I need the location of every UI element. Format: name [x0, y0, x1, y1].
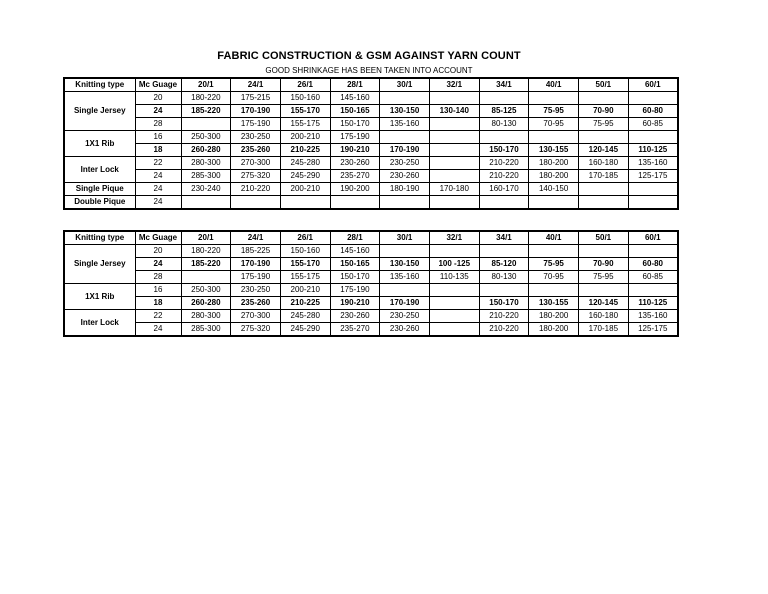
gsm-cell: 200-210: [280, 183, 330, 196]
gsm-cell: 200-210: [280, 284, 330, 297]
knitting-type-cell: Double Pique: [64, 196, 135, 210]
column-header: Knitting type: [64, 78, 135, 92]
gsm-cell: 150-165: [330, 105, 380, 118]
gsm-cell: [529, 131, 579, 144]
column-header: 50/1: [579, 231, 629, 245]
gsm-cell: 155-175: [280, 118, 330, 131]
table-row: [64, 323, 678, 337]
gsm-cell: 200-210: [280, 131, 330, 144]
gsm-cell: 180-200: [529, 157, 579, 170]
gauge-cell: 20: [135, 92, 181, 105]
gsm-cell: 210-220: [479, 323, 529, 337]
gsm-cell: [579, 131, 629, 144]
gsm-cell: [380, 131, 430, 144]
gsm-cell: 210-220: [479, 170, 529, 183]
gsm-cell: 70-95: [529, 271, 579, 284]
gauge-cell: 24: [135, 196, 181, 210]
gsm-cell: 175-190: [231, 118, 281, 131]
gsm-cell: 60-85: [628, 118, 678, 131]
gsm-cell: 150-170: [479, 297, 529, 310]
gsm-cell: 120-145: [579, 144, 629, 157]
gsm-cell: 230-260: [380, 170, 430, 183]
column-header: 30/1: [380, 231, 430, 245]
gsm-cell: 280-300: [181, 157, 231, 170]
column-header: 24/1: [231, 231, 281, 245]
gsm-cell: [181, 271, 231, 284]
gsm-cell: 230-240: [181, 183, 231, 196]
gsm-cell: 235-270: [330, 323, 380, 337]
gsm-cell: [628, 183, 678, 196]
column-header: 60/1: [628, 78, 678, 92]
gsm-cell: 180-220: [181, 92, 231, 105]
gauge-cell: 18: [135, 144, 181, 157]
table-row: [64, 170, 678, 183]
column-header: 28/1: [330, 231, 380, 245]
column-header: 40/1: [529, 231, 579, 245]
gauge-cell: 18: [135, 297, 181, 310]
gsm-cell: 85-125: [479, 105, 529, 118]
gsm-cell: [579, 284, 629, 297]
gsm-cell: 260-280: [181, 297, 231, 310]
table-row: [64, 271, 678, 284]
gsm-cell: 175-215: [231, 92, 281, 105]
gsm-cell: 155-170: [280, 105, 330, 118]
column-header: 28/1: [330, 78, 380, 92]
gsm-cell: 75-95: [579, 118, 629, 131]
gsm-cell: 180-220: [181, 245, 231, 258]
gsm-cell: 275-320: [231, 323, 281, 337]
gsm-cell: [330, 196, 380, 210]
gsm-cell: [181, 196, 231, 210]
knitting-type-cell: Single Pique: [64, 183, 135, 196]
gsm-cell: 185-225: [231, 245, 281, 258]
gsm-cell: 175-190: [330, 131, 380, 144]
gsm-cell: [429, 245, 479, 258]
gsm-cell: 250-300: [181, 284, 231, 297]
gsm-cell: [429, 196, 479, 210]
table-row: [64, 310, 678, 323]
gsm-cell: 235-260: [231, 297, 281, 310]
gsm-cell: [429, 144, 479, 157]
gsm-cell: 230-260: [330, 157, 380, 170]
table-row: [64, 245, 678, 258]
gsm-cell: 155-175: [280, 271, 330, 284]
gsm-cell: 125-175: [628, 170, 678, 183]
gsm-cell: 190-210: [330, 297, 380, 310]
gsm-cell: [380, 92, 430, 105]
gsm-cell: 230-260: [380, 323, 430, 337]
gsm-cell: 150-170: [479, 144, 529, 157]
knitting-type-cell: Single Jersey: [64, 92, 135, 131]
document-subtitle: GOOD SHRINKAGE HAS BEEN TAKEN INTO ACCOUNT: [265, 66, 473, 75]
column-header: Mc Guage: [135, 231, 181, 245]
gsm-cell: 270-300: [231, 157, 281, 170]
gsm-cell: [529, 245, 579, 258]
gsm-cell: 185-220: [181, 258, 231, 271]
gsm-cell: 80-130: [479, 118, 529, 131]
knitting-type-cell: Inter Lock: [64, 310, 135, 337]
gsm-cell: 230-260: [330, 310, 380, 323]
gsm-cell: [479, 284, 529, 297]
column-header: 30/1: [380, 78, 430, 92]
gsm-cell: [429, 323, 479, 337]
gsm-cell: 110-125: [628, 297, 678, 310]
gsm-cell: [628, 245, 678, 258]
column-header: 26/1: [280, 78, 330, 92]
gsm-cell: 180-200: [529, 170, 579, 183]
gauge-cell: 28: [135, 118, 181, 131]
gsm-cell: 150-160: [280, 245, 330, 258]
gsm-cell: 275-320: [231, 170, 281, 183]
gsm-cell: 260-280: [181, 144, 231, 157]
gsm-cell: [628, 284, 678, 297]
gsm-cell: 245-290: [280, 323, 330, 337]
gsm-cell: 245-280: [280, 310, 330, 323]
column-header: 32/1: [429, 231, 479, 245]
gsm-cell: 210-225: [280, 144, 330, 157]
table-row: [64, 105, 678, 118]
gsm-cell: 250-300: [181, 131, 231, 144]
knitting-type-cell: 1X1 Rib: [64, 284, 135, 310]
table-row: [64, 297, 678, 310]
gsm-cell: 70-90: [579, 105, 629, 118]
gsm-cell: 110-135: [429, 271, 479, 284]
gsm-cell: 170-185: [579, 170, 629, 183]
column-header: 40/1: [529, 78, 579, 92]
gsm-cell: 60-80: [628, 258, 678, 271]
gsm-cell: 160-180: [579, 310, 629, 323]
gsm-cell: 150-165: [330, 258, 380, 271]
gsm-cell: 235-260: [231, 144, 281, 157]
gsm-cell: 170-190: [231, 258, 281, 271]
gsm-cell: [479, 131, 529, 144]
gsm-cell: [280, 196, 330, 210]
gauge-cell: 24: [135, 258, 181, 271]
table-row: [64, 258, 678, 271]
gsm-cell: 75-95: [529, 258, 579, 271]
gauge-cell: 24: [135, 323, 181, 337]
column-header: 20/1: [181, 231, 231, 245]
gsm-cell: [429, 131, 479, 144]
gsm-cell: 100 -125: [429, 258, 479, 271]
gsm-cell: 150-160: [280, 92, 330, 105]
gsm-cell: 135-160: [380, 118, 430, 131]
gsm-cell: 150-170: [330, 271, 380, 284]
gsm-cell: 150-170: [330, 118, 380, 131]
column-header: 20/1: [181, 78, 231, 92]
gsm-cell: 230-250: [231, 131, 281, 144]
gsm-cell: [479, 92, 529, 105]
gsm-cell: 130-140: [429, 105, 479, 118]
gsm-cell: [479, 245, 529, 258]
gsm-cell: 140-150: [529, 183, 579, 196]
gsm-cell: [429, 284, 479, 297]
gsm-cell: [628, 196, 678, 210]
gsm-cell: 145-160: [330, 92, 380, 105]
gsm-cell: [579, 245, 629, 258]
gsm-cell: [529, 196, 579, 210]
gsm-table-1: [63, 77, 679, 210]
gsm-cell: 160-180: [579, 157, 629, 170]
gsm-cell: 80-130: [479, 271, 529, 284]
gauge-cell: 22: [135, 310, 181, 323]
gsm-cell: 280-300: [181, 310, 231, 323]
gsm-cell: 120-145: [579, 297, 629, 310]
gsm-cell: 70-90: [579, 258, 629, 271]
gauge-cell: 20: [135, 245, 181, 258]
document-title: FABRIC CONSTRUCTION & GSM AGAINST YARN COUNT: [217, 50, 521, 62]
gsm-cell: [231, 196, 281, 210]
gsm-cell: 230-250: [231, 284, 281, 297]
gsm-cell: 230-250: [380, 157, 430, 170]
table-row: [64, 284, 678, 297]
gsm-cell: 180-200: [529, 323, 579, 337]
gsm-cell: 190-200: [330, 183, 380, 196]
gsm-cell: 230-250: [380, 310, 430, 323]
gsm-cell: 170-190: [231, 105, 281, 118]
gsm-cell: [429, 297, 479, 310]
gsm-cell: [628, 92, 678, 105]
knitting-type-cell: 1X1 Rib: [64, 131, 135, 157]
knitting-type-cell: Inter Lock: [64, 157, 135, 183]
gauge-cell: 16: [135, 131, 181, 144]
knitting-type-cell: Single Jersey: [64, 245, 135, 284]
gsm-cell: [579, 196, 629, 210]
gsm-cell: [380, 284, 430, 297]
gsm-cell: 130-155: [529, 144, 579, 157]
gsm-cell: 125-175: [628, 323, 678, 337]
gsm-cell: 245-290: [280, 170, 330, 183]
gauge-cell: 24: [135, 170, 181, 183]
gsm-cell: [429, 118, 479, 131]
gsm-cell: 180-200: [529, 310, 579, 323]
gsm-cell: 135-160: [628, 310, 678, 323]
gsm-cell: [380, 196, 430, 210]
gsm-cell: 135-160: [628, 157, 678, 170]
gsm-cell: 210-220: [479, 310, 529, 323]
column-header: Mc Guage: [135, 78, 181, 92]
gauge-cell: 22: [135, 157, 181, 170]
gsm-cell: 70-95: [529, 118, 579, 131]
gsm-cell: 130-150: [380, 105, 430, 118]
table-row: [64, 118, 678, 131]
table-row: [64, 157, 678, 170]
column-header: Knitting type: [64, 231, 135, 245]
gsm-cell: [628, 131, 678, 144]
column-header: 50/1: [579, 78, 629, 92]
gsm-cell: [429, 170, 479, 183]
table-row: [64, 131, 678, 144]
gsm-cell: 130-155: [529, 297, 579, 310]
gsm-cell: [181, 118, 231, 131]
gsm-cell: 245-280: [280, 157, 330, 170]
gsm-cell: [579, 183, 629, 196]
table-header-row: [64, 78, 678, 92]
table-header-row: [64, 231, 678, 245]
table-row: [64, 196, 678, 210]
gsm-cell: 190-210: [330, 144, 380, 157]
gsm-cell: [429, 310, 479, 323]
gsm-cell: [380, 245, 430, 258]
gauge-cell: 24: [135, 105, 181, 118]
column-header: 32/1: [429, 78, 479, 92]
gauge-cell: 16: [135, 284, 181, 297]
table-row: [64, 92, 678, 105]
gsm-cell: 170-180: [429, 183, 479, 196]
gsm-cell: 160-170: [479, 183, 529, 196]
gsm-cell: 285-300: [181, 323, 231, 337]
gsm-cell: [429, 157, 479, 170]
gsm-cell: 285-300: [181, 170, 231, 183]
gsm-cell: 145-160: [330, 245, 380, 258]
gsm-table-2: [63, 230, 679, 337]
gsm-cell: [529, 284, 579, 297]
gsm-cell: 235-270: [330, 170, 380, 183]
gsm-cell: 85-120: [479, 258, 529, 271]
gsm-cell: 210-225: [280, 297, 330, 310]
gsm-cell: 210-220: [231, 183, 281, 196]
gsm-cell: 135-160: [380, 271, 430, 284]
gsm-cell: 175-190: [231, 271, 281, 284]
gsm-cell: 270-300: [231, 310, 281, 323]
gsm-cell: 60-80: [628, 105, 678, 118]
gsm-cell: 175-190: [330, 284, 380, 297]
table-row: [64, 144, 678, 157]
gsm-cell: 130-150: [380, 258, 430, 271]
gauge-cell: 28: [135, 271, 181, 284]
column-header: 24/1: [231, 78, 281, 92]
column-header: 34/1: [479, 78, 529, 92]
gsm-cell: [579, 92, 629, 105]
gsm-cell: 170-190: [380, 144, 430, 157]
gsm-cell: 60-85: [628, 271, 678, 284]
column-header: 26/1: [280, 231, 330, 245]
column-header: 60/1: [628, 231, 678, 245]
gsm-cell: 180-190: [380, 183, 430, 196]
gsm-cell: 155-170: [280, 258, 330, 271]
gsm-cell: 110-125: [628, 144, 678, 157]
gsm-cell: 210-220: [479, 157, 529, 170]
gsm-cell: 170-190: [380, 297, 430, 310]
gsm-cell: [429, 92, 479, 105]
table-row: [64, 183, 678, 196]
gsm-cell: 170-185: [579, 323, 629, 337]
gsm-cell: 75-95: [579, 271, 629, 284]
gsm-cell: [479, 196, 529, 210]
gsm-cell: 185-220: [181, 105, 231, 118]
column-header: 34/1: [479, 231, 529, 245]
gsm-cell: [529, 92, 579, 105]
gauge-cell: 24: [135, 183, 181, 196]
gsm-cell: 75-95: [529, 105, 579, 118]
